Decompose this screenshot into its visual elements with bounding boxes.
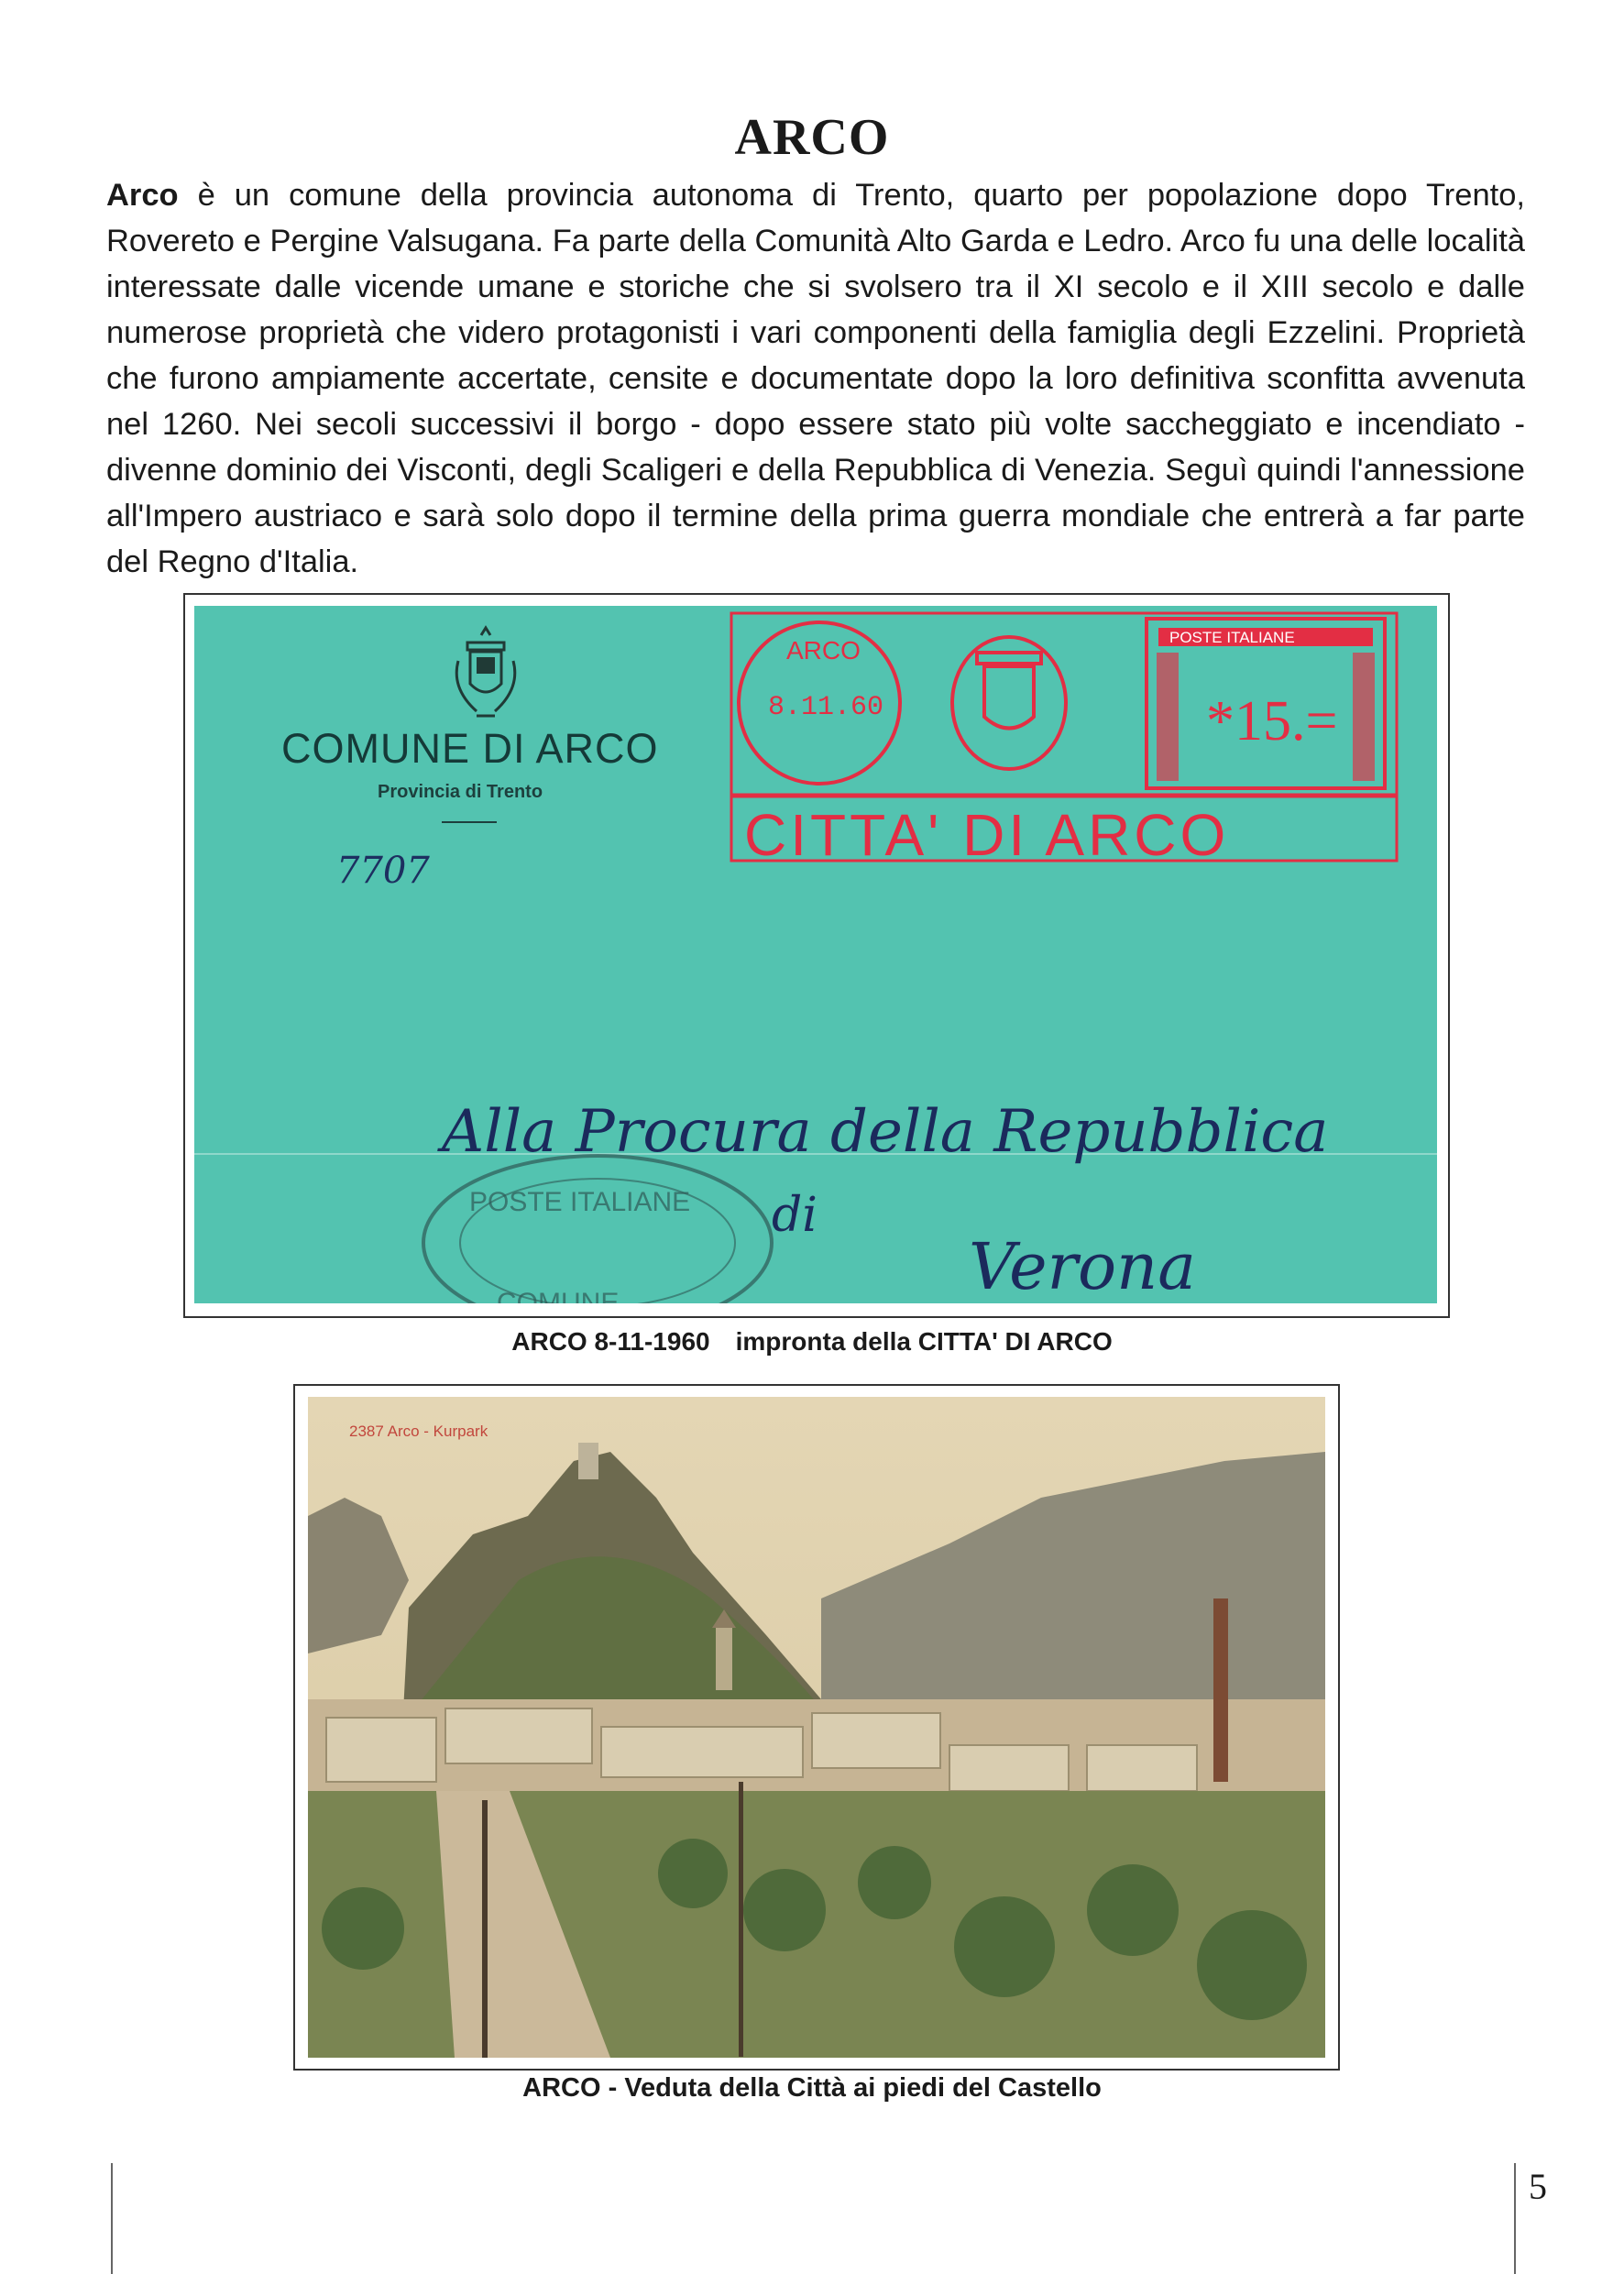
telegraph-pole-2 [739, 1782, 743, 2057]
address-line-2: di [772, 1188, 817, 1243]
envelope-caption [0, 1327, 1624, 1357]
meter-slogan: CITTA' DI ARCO [744, 802, 1230, 868]
postcard-image [308, 1397, 1325, 2058]
chimney [1213, 1598, 1228, 1782]
meter-town: ARCO [786, 636, 861, 665]
page-number: 5 [1529, 2166, 1547, 2207]
intro-lead: Arco [106, 178, 179, 213]
intro-text: è un comune della provincia autonoma di Trento, quarto per popolazione dopo Trento, Rovereto e Pergine Valsugana. Fa parte della Comunità Alto Garda e Ledro. Arco fu una delle località interessate dalle vicende umane e storiche che si svolsero tra il XI secolo e il XIII secolo e dalle numerose proprietà che videro protagonisti i vari componenti della famiglia degli Ezzelini. Proprietà che furono ampiamente accertate, censite e documentate dopo la loro definitiva sconfitta avvenuta nel 1260. Nei secoli successivi il borgo - dopo essere stato più volte saccheggiato e incendiato - divenne dominio dei Visconti, degli Scaligeri e della Repubblica di Venezia. Seguì quindi l'annessione all'Impero austriaco e sarà solo dopo il termine della prima guerra mondiale che entrerà a far parte del Regno d'Italia. [106, 178, 1525, 579]
postmark-cancel [414, 1142, 781, 1318]
envelope-caption-left: ARCO 8-11-1960 [511, 1327, 710, 1356]
church-tower [716, 1626, 732, 1690]
sender-name: COMUNE DI ARCO [281, 725, 659, 772]
envelope-caption-right: impronta della CITTA' DI ARCO [735, 1327, 1113, 1356]
address-line-3: Verona [969, 1229, 1196, 1303]
envelope-image [194, 606, 1437, 1318]
margin-line-right [1514, 2163, 1516, 2274]
sender-province: Provincia di Trento [378, 782, 543, 802]
envelope-frame [183, 593, 1450, 1318]
castle-tower [578, 1443, 598, 1479]
meter-date: 8.11.60 [768, 692, 884, 723]
meter-header: POSTE ITALIANE [1169, 629, 1295, 646]
coat-of-arms-icon [440, 624, 532, 725]
sender-divider [442, 821, 497, 823]
postcard-printed-label: 2387 Arco - Kurpark [349, 1423, 488, 1440]
postcard-landscape [308, 1397, 1325, 2058]
postcard-caption: ARCO - Veduta della Città ai piedi del Castello [522, 2073, 1102, 2103]
page-title: ARCO [734, 109, 890, 166]
telegraph-pole [482, 1800, 488, 2058]
handwritten-number: 7707 [336, 850, 430, 892]
margin-line-left [111, 2163, 113, 2274]
address-line-1: Alla Procura della Repubblica [442, 1098, 1329, 1166]
intro-paragraph [106, 172, 1525, 585]
postcard-frame [293, 1384, 1340, 2071]
meter-coat-of-arms-icon [952, 637, 1066, 769]
postmark-top: POSTE ITALIANE [469, 1187, 691, 1217]
meter-value: *15.= [1206, 690, 1338, 753]
postmark-bottom: COMUNE [497, 1288, 620, 1318]
